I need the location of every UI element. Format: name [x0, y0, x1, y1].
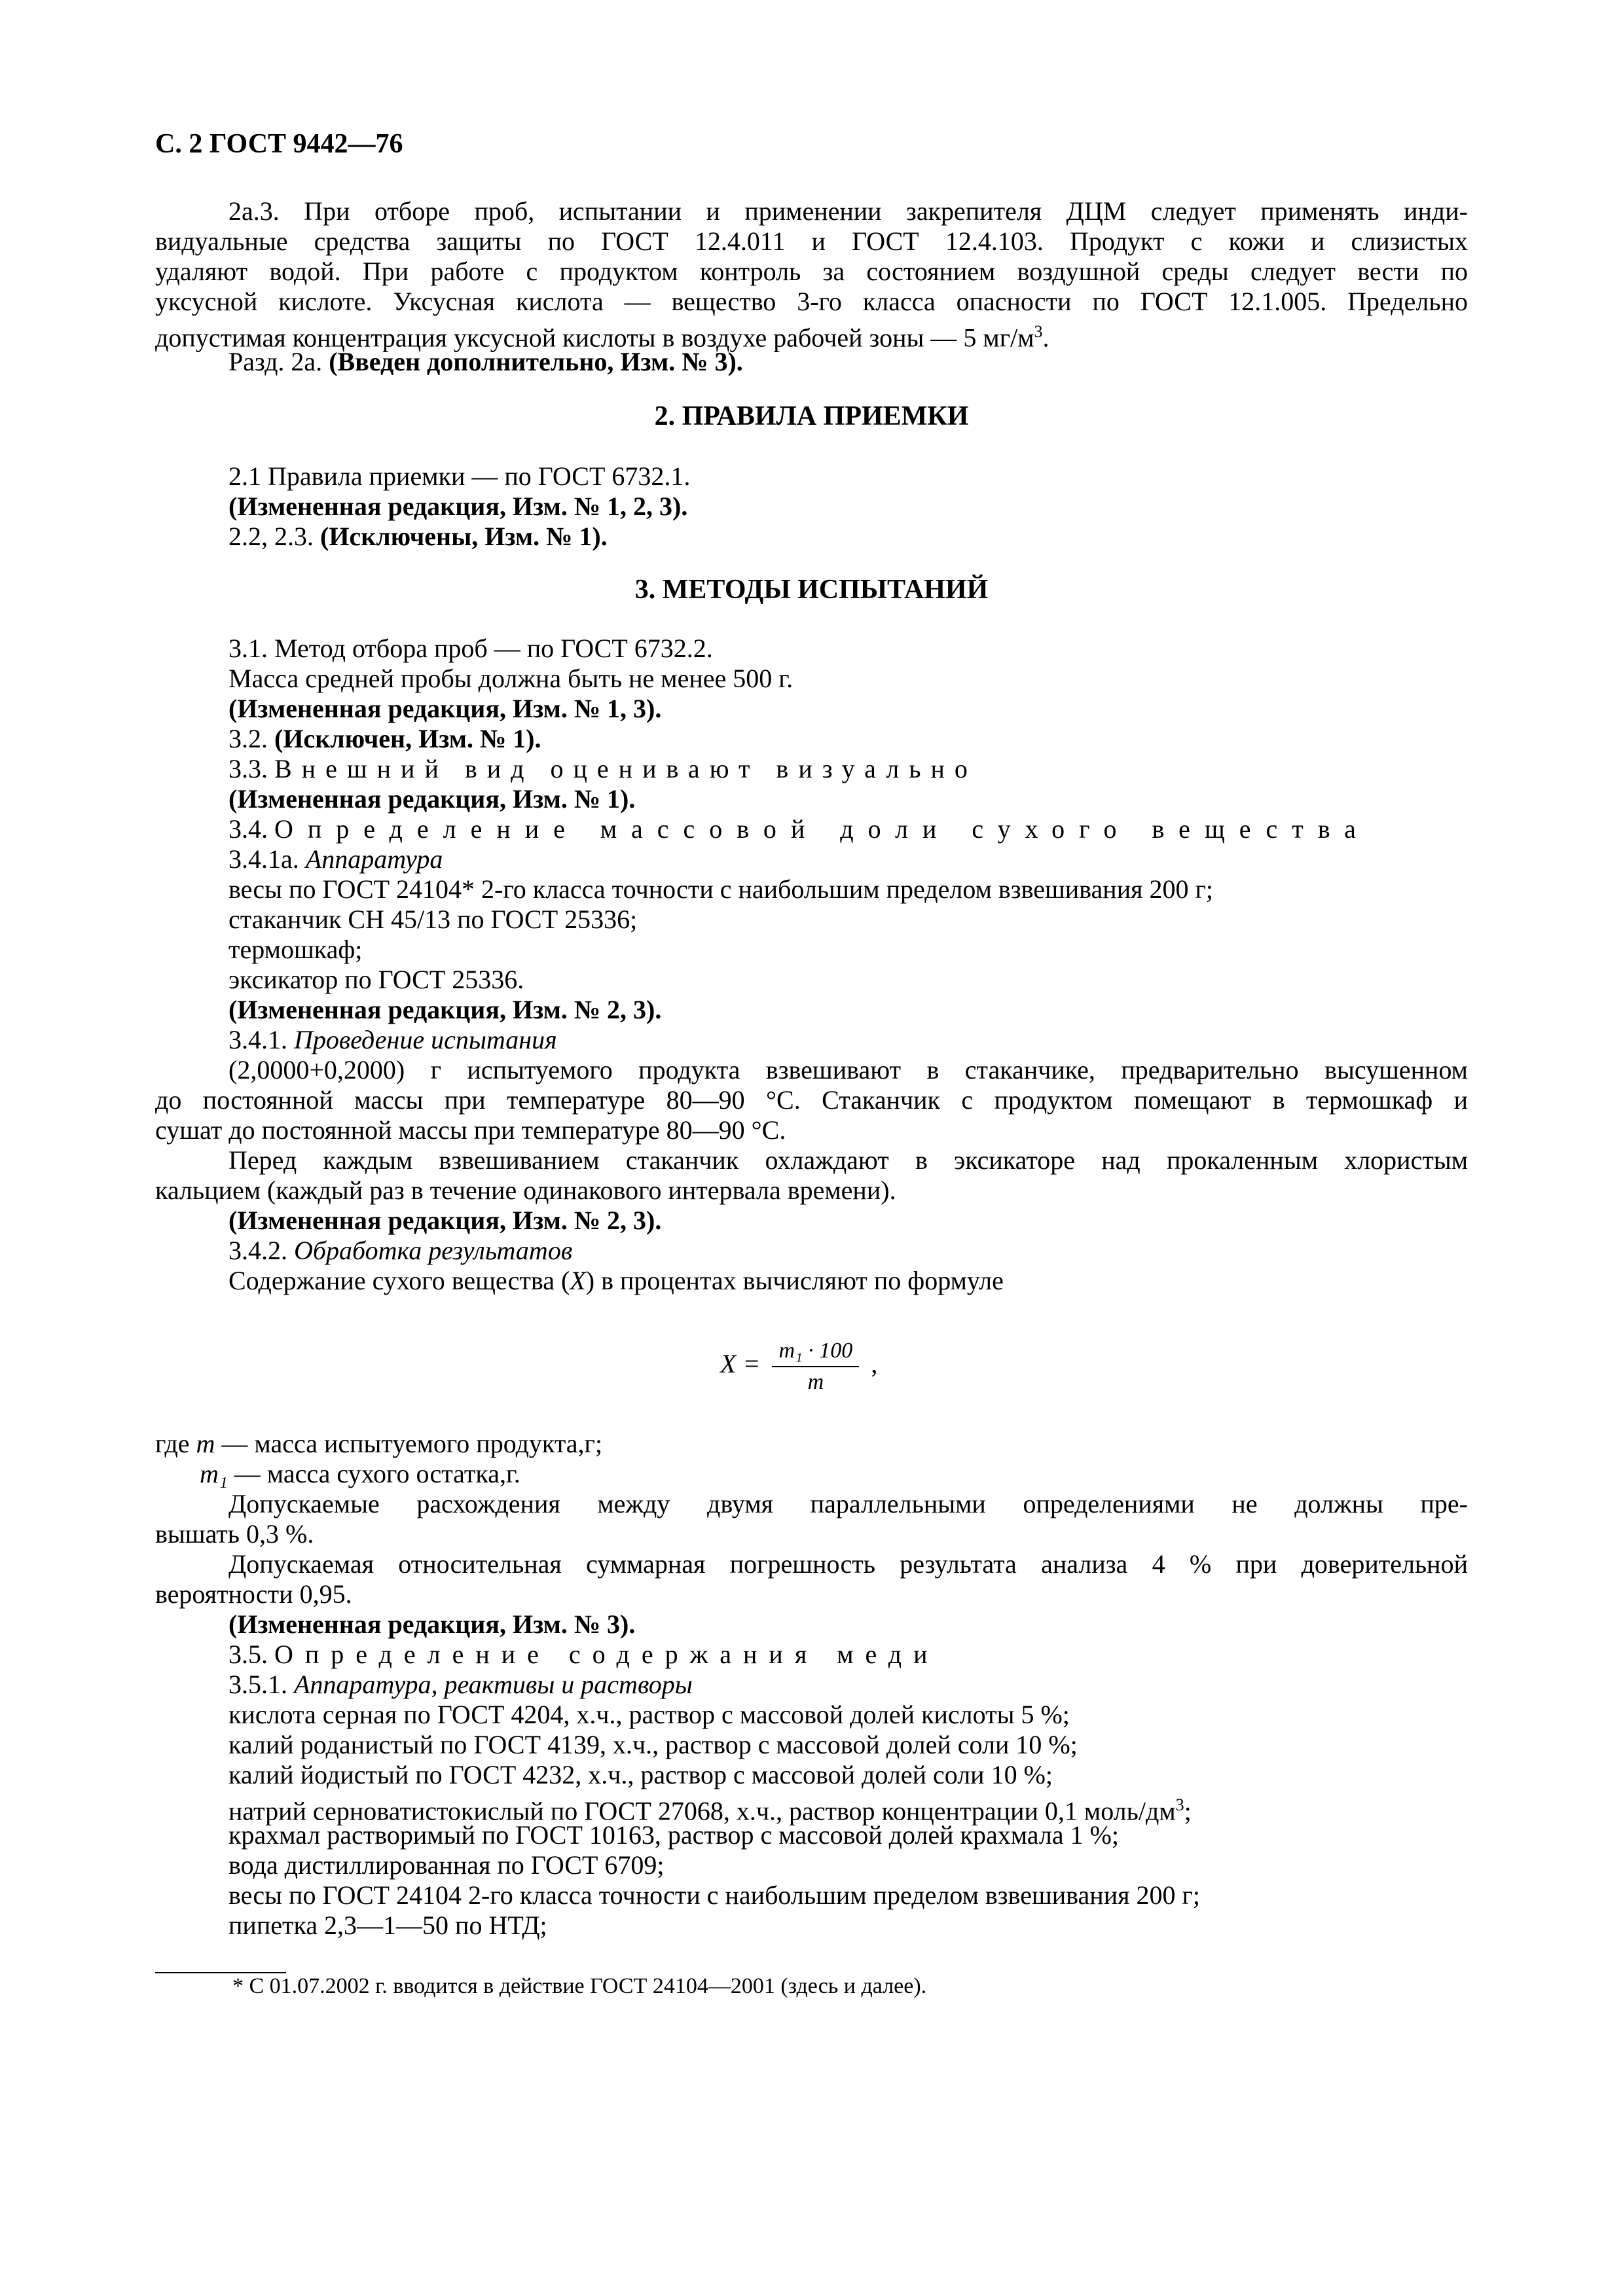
formula-lhs: X = [720, 1349, 761, 1379]
footnote-divider [155, 1972, 286, 1973]
paragraph-line: 2а.3. При отборе проб, испытании и применении закрепителя ДЦМ следует применять инди- [228, 196, 1468, 226]
list-item: крахмал растворимый по ГОСТ 10163, раствор с массовой долей крахмала 1 %; [228, 1820, 1120, 1850]
amendment-note: Разд. 2а. (Введен дополнительно, Изм. № 3). [228, 347, 743, 376]
subsection-title: 3.4.2. Обработка результатов [228, 1236, 573, 1265]
section-heading: 3. МЕТОДЫ ИСПЫТАНИЙ [634, 575, 989, 605]
paragraph-line: видуальные средства защиты по ГОСТ 12.4.011 и ГОСТ 12.4.103. Продукт с кожи и слизистых [155, 226, 1468, 256]
formula-denominator: m [807, 1370, 824, 1394]
subsection-title: 3.4. Определение массовой доли сухого вещества [228, 814, 1370, 844]
paragraph-line: вероятности 0,95. [155, 1579, 352, 1609]
amendment-note: 2.2, 2.3. (Исключены, Изм. № 1). [228, 522, 608, 551]
list-item: эксикатор по ГОСТ 25336. [228, 965, 524, 994]
amendment-note: (Измененная редакция, Изм. № 2, 3). [228, 995, 662, 1024]
paragraph-line: допустимая концентрация уксусной кислоты в воздухе рабочей зоны — 5 $мг/м^3$. [155, 322, 1049, 353]
paragraph-line: удаляют водой. При работе с продуктом контроль за состоянием воздушной среды следует вести по [155, 257, 1468, 286]
list-item: натрий серноватистокислый по ГОСТ 27068, х.ч., раствор концентрации 0,1 моль/$дм^3$; [228, 1795, 1192, 1826]
paragraph-line: 3.1. Метод отбора проб — по ГОСТ 6732.2. [228, 634, 713, 663]
subsection-title: 3.5. Определение содержания меди [228, 1640, 939, 1669]
subsection-title: 3.4.1а. Аппаратура [228, 844, 443, 874]
page-header: С. 2 ГОСТ 9442—76 [155, 129, 403, 159]
formula-tail: , [871, 1349, 878, 1379]
list-item: вода дистиллированная по ГОСТ 6709; [228, 1850, 665, 1880]
paragraph-line: уксусной кислоте. Уксусная кислота — вещество 3-го класса опасности по ГОСТ 12.1.005. Предельно [155, 287, 1468, 316]
list-item: весы по ГОСТ 24104 2-го класса точности с наибольшим пределом взвешивания 200 г; [228, 1880, 1201, 1910]
paragraph-line: сушат до постоянной массы при температуре 80—90 °С. [155, 1115, 786, 1145]
list-item: термошкаф; [228, 935, 363, 964]
paragraph-line: 2.1 Правила приемки — по ГОСТ 6732.1. [228, 461, 691, 491]
section-heading: 2. ПРАВИЛА ПРИЕМКИ [654, 401, 969, 431]
list-item: калий роданистый по ГОСТ 4139, х.ч., раствор с массовой долей соли 10 %; [228, 1730, 1078, 1759]
paragraph-line: Содержание сухого вещества (X) в процентах вычисляют по формуле [228, 1266, 1004, 1295]
list-item: стаканчик СН 45/13 по ГОСТ 25336; [228, 905, 638, 934]
subsection-title: 3.4.1. Проведение испытания [228, 1025, 557, 1054]
list-item: весы по ГОСТ 24104* 2-го класса точности с наибольшим пределом взвешивания 200 г; [228, 874, 1214, 904]
paragraph-line: до постоянной массы при температуре 80—90 °С. Стаканчик с продуктом помещают в термошкаф и [155, 1085, 1468, 1115]
formula-legend: где m — масса испытуемого продукта,г; [155, 1429, 603, 1458]
list-item: калий йодистый по ГОСТ 4232, х.ч., раствор с массовой долей соли 10 %; [228, 1760, 1053, 1789]
list-item: кислота серная по ГОСТ 4204, х.ч., раствор с массовой долей кислоты 5 %; [228, 1700, 1070, 1729]
list-item: пипетка 2,3—1—50 по НТД; [228, 1910, 547, 1940]
amendment-note: (Измененная редакция, Изм. № 1). [228, 784, 636, 814]
paragraph-line: кальцием (каждый раз в течение одинакового интервала времени). [155, 1175, 896, 1205]
amendment-note: (Измененная редакция, Изм. № 1, 2, 3). [228, 492, 688, 521]
paragraph-line: (2,0000+0,2000) г испытуемого продукта взвешивают в стаканчике, предварительно высушенном [228, 1055, 1468, 1085]
paragraph-line: Допускаемая относительная суммарная погрешность результата анализа 4 % при доверительной [228, 1549, 1468, 1579]
amendment-note: (Измененная редакция, Изм. № 1, 3). [228, 694, 662, 723]
formula-legend: m₁ — масса сухого остатка,г. [200, 1459, 520, 1488]
amendment-note: (Измененная редакция, Изм. № 3). [228, 1609, 636, 1639]
subsection-title: 3.5.1. Аппаратура, реактивы и растворы [228, 1670, 693, 1699]
paragraph-line: Перед каждым взвешиванием стаканчик охлаждают в эксикаторе над прокаленным хлористым [228, 1145, 1468, 1175]
formula [720, 1338, 877, 1395]
subsection-title: 3.3. Внешний вид оценивают визуально [228, 754, 977, 783]
formula-fraction [772, 1338, 859, 1395]
footnote: * С 01.07.2002 г. вводится в действие ГОСТ 24104—2001 (здесь и далее). [232, 1974, 927, 1998]
amendment-note: 3.2. (Исключен, Изм. № 1). [228, 724, 541, 753]
amendment-note: (Измененная редакция, Изм. № 2, 3). [228, 1206, 662, 1235]
formula-numerator: m₁ · 100 [772, 1338, 859, 1367]
paragraph-line: вышать 0,3 %. [155, 1519, 314, 1549]
paragraph-line: Допускаемые расхождения между двумя параллельными определениями не должны пре- [228, 1489, 1468, 1518]
paragraph-line: Масса средней пробы должна быть не менее 500 г. [228, 664, 793, 693]
